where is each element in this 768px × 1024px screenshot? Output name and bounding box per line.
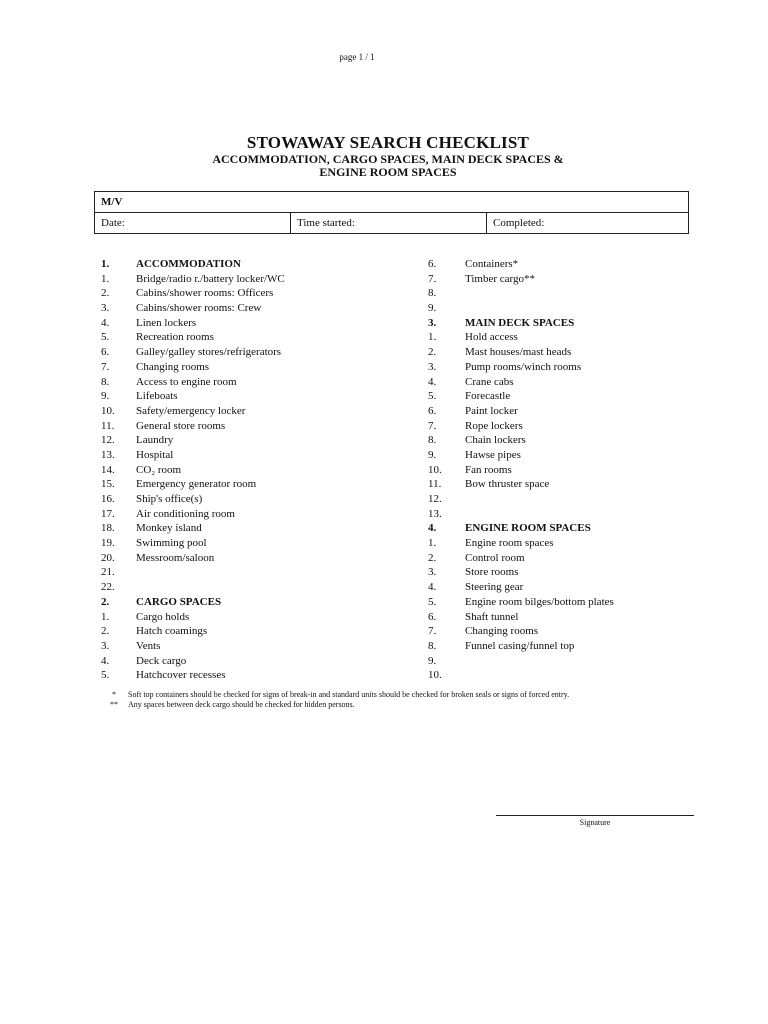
item-text: Timber cargo** (465, 272, 535, 285)
item-text (465, 301, 728, 316)
checklist-item[interactable] (101, 433, 421, 448)
item-text: Cabins/shower rooms: Crew (136, 302, 262, 315)
item-text (465, 286, 728, 301)
item-text: CARGO SPACES (136, 595, 222, 608)
mv-field[interactable]: M/V (95, 192, 689, 213)
item-text: Hawse pipes (465, 448, 521, 461)
item-text: Steering gear (465, 581, 524, 594)
item-number: 3. (101, 302, 110, 315)
item-text: Mast houses/mast heads (465, 346, 572, 359)
item-number: 12. (428, 493, 442, 505)
checklist-item[interactable] (101, 507, 421, 522)
checklist-item[interactable] (101, 272, 421, 287)
checklist-item[interactable] (428, 551, 728, 566)
document-subtitle-line1: ACCOMMODATION, CARGO SPACES, MAIN DECK SPACES & (212, 152, 564, 166)
footnote (100, 690, 569, 700)
item-number: 1. (101, 258, 110, 270)
item-text: Shaft tunnel (465, 610, 519, 623)
item-number: 2. (101, 595, 110, 608)
checklist-item[interactable] (101, 477, 421, 492)
item-number: 7. (428, 272, 437, 285)
checklist-item[interactable] (101, 463, 421, 478)
checklist-item[interactable] (428, 257, 728, 272)
item-number: 2. (428, 346, 437, 359)
checklist-item[interactable] (101, 419, 421, 434)
checklist-item[interactable] (428, 595, 728, 610)
checklist-right-column (428, 257, 728, 683)
item-number: 7. (428, 625, 437, 638)
checklist-item[interactable] (101, 389, 421, 404)
checklist-item[interactable] (101, 404, 421, 419)
checklist-item[interactable] (101, 536, 421, 551)
item-text: ENGINE ROOM SPACES (465, 522, 591, 535)
checklist-item[interactable] (428, 668, 728, 683)
item-text: Laundry (136, 434, 174, 447)
checklist-item[interactable] (101, 375, 421, 390)
checklist-item[interactable] (101, 654, 421, 669)
item-text (465, 654, 728, 669)
checklist-item[interactable] (101, 668, 421, 683)
item-number: 21. (101, 566, 115, 579)
item-number: 3. (428, 566, 437, 579)
item-number: 6. (428, 610, 437, 623)
checklist-item[interactable] (428, 463, 728, 478)
checklist-item[interactable] (428, 624, 728, 639)
checklist-item[interactable] (101, 624, 421, 639)
item-number: 9. (101, 390, 110, 403)
item-number: 5. (428, 595, 437, 608)
item-number: 18. (101, 522, 115, 535)
item-number: 8. (428, 639, 437, 652)
checklist-item[interactable] (428, 433, 728, 448)
footnote (100, 700, 569, 710)
item-text: Galley/galley stores/refrigerators (136, 346, 282, 359)
document-title: STOWAWAY SEARCH CHECKLIST (246, 133, 530, 152)
checklist-item[interactable] (101, 360, 421, 375)
item-text: Lifeboats (136, 390, 178, 403)
item-text: Hatch coamings (136, 625, 208, 638)
checklist-item[interactable] (101, 316, 421, 331)
item-number: 6. (428, 404, 437, 417)
item-text: Pump rooms/winch rooms (465, 360, 582, 373)
checklist-item[interactable] (101, 565, 421, 580)
item-number: 1. (101, 610, 110, 623)
footnote-mark: ** (110, 700, 118, 709)
item-number: 22. (101, 581, 115, 594)
footnote-mark: * (112, 690, 116, 699)
item-number: 19. (101, 537, 115, 550)
item-text: Forecastle (465, 390, 511, 403)
item-text: Ship's office(s) (136, 493, 203, 505)
section-heading (101, 595, 421, 610)
checklist-left-column (101, 257, 421, 683)
item-text: Access to engine room (136, 375, 237, 388)
item-text: ACCOMMODATION (136, 258, 241, 270)
checklist-item[interactable] (428, 345, 728, 360)
item-text: Monkey island (136, 522, 202, 535)
item-number: 11. (428, 478, 442, 491)
signature-label: Signature (579, 818, 611, 827)
checklist-item[interactable] (428, 580, 728, 595)
item-number: 8. (428, 434, 437, 447)
item-number: 6. (428, 258, 437, 270)
checklist-item[interactable] (101, 580, 421, 595)
item-text: MAIN DECK SPACES (465, 316, 575, 329)
checklist-item[interactable] (428, 654, 728, 669)
item-number: 5. (101, 669, 110, 682)
item-text: Changing rooms (465, 625, 539, 638)
item-text: Cabins/shower rooms: Officers (136, 287, 274, 300)
item-number: 9. (428, 654, 437, 667)
item-number: 7. (428, 419, 437, 432)
checklist-item[interactable] (101, 345, 421, 360)
checklist-item[interactable] (428, 272, 728, 287)
item-text: Cargo holds (136, 610, 190, 623)
item-number: 4. (428, 522, 437, 535)
checklist-item[interactable] (101, 448, 421, 463)
item-text (465, 668, 728, 683)
item-number: 4. (428, 375, 437, 388)
item-number: 13. (428, 507, 442, 520)
item-number: 15. (101, 478, 115, 491)
section-heading (428, 521, 728, 536)
item-text: Crane cabs (465, 375, 514, 388)
item-number: 9. (428, 302, 437, 315)
checklist-item[interactable] (101, 610, 421, 625)
footnote-text: Soft top containers should be checked for signs of break-in and standard units should be checked for broken seals or signs of forced entry. (128, 690, 570, 699)
item-text: Changing rooms (136, 360, 210, 373)
item-text: Control room (465, 551, 525, 564)
item-number: 2. (101, 625, 110, 638)
item-text: Messroom/saloon (136, 551, 215, 564)
item-number: 8. (428, 287, 437, 300)
checklist-item[interactable] (428, 301, 728, 316)
checklist-item[interactable] (428, 639, 728, 654)
checklist-item[interactable] (428, 536, 728, 551)
checklist-item[interactable] (428, 360, 728, 375)
checklist-item[interactable] (428, 404, 728, 419)
item-text: Store rooms (465, 566, 519, 579)
item-number: 17. (101, 507, 115, 520)
section-heading (428, 316, 728, 331)
item-text: Bridge/radio r./battery locker/WC (136, 272, 285, 285)
item-number: 8. (101, 375, 110, 388)
item-number: 3. (101, 639, 110, 652)
checklist-item[interactable] (101, 551, 421, 566)
item-number: 5. (101, 331, 110, 344)
item-number: 3. (428, 316, 437, 329)
page-number: page 1 / 1 (339, 52, 375, 62)
checklist-item[interactable] (428, 330, 728, 345)
item-number: 10. (428, 669, 442, 682)
item-text: Deck cargo (136, 654, 187, 667)
item-number: 20. (101, 551, 115, 564)
item-text: Engine room spaces (465, 537, 554, 550)
item-text: Hatchcover recesses (136, 669, 226, 682)
signature-line[interactable] (496, 815, 694, 816)
date-field[interactable]: Date: (95, 213, 291, 234)
checklist-item[interactable] (428, 448, 728, 463)
item-number: 10. (101, 404, 115, 417)
item-text: Chain lockers (465, 434, 526, 447)
item-number: 1. (428, 331, 437, 344)
item-text (136, 580, 421, 595)
item-number: 6. (101, 346, 110, 359)
item-number: 1. (101, 272, 110, 285)
checklist-item[interactable] (101, 286, 421, 301)
checklist-item[interactable] (101, 492, 421, 507)
item-text: Engine room bilges/bottom plates (465, 595, 614, 608)
item-text: Rope lockers (465, 419, 523, 432)
footnote-text: Any spaces between deck cargo should be checked for hidden persons. (128, 700, 355, 709)
item-number: 4. (428, 581, 437, 594)
item-number: 1. (428, 537, 437, 550)
document-subtitle-line2: ENGINE ROOM SPACES (319, 165, 457, 179)
checklist-item[interactable] (428, 375, 728, 390)
checklist-item[interactable] (428, 507, 728, 522)
item-text: General store rooms (136, 419, 226, 432)
item-number: 16. (101, 493, 115, 505)
item-text: Recreation rooms (136, 331, 214, 344)
item-text: Containers* (465, 258, 519, 270)
checklist-item[interactable] (101, 521, 421, 536)
item-number: 5. (428, 390, 437, 403)
time-started-field[interactable]: Time started: (291, 213, 487, 234)
item-text: Air conditioning room (136, 507, 235, 520)
item-text (465, 507, 728, 522)
item-number: 2. (101, 287, 110, 300)
item-text: CO₂ room (136, 463, 182, 476)
checklist-item[interactable] (428, 477, 728, 492)
item-number: 13. (101, 448, 115, 461)
checklist-item[interactable] (428, 419, 728, 434)
item-text (136, 565, 421, 580)
item-number: 2. (428, 551, 437, 564)
item-number: 10. (428, 463, 442, 476)
vessel-info-table (94, 191, 689, 234)
checklist-item[interactable] (101, 330, 421, 345)
item-text: Funnel casing/funnel top (465, 639, 575, 652)
item-text: Linen lockers (136, 316, 197, 329)
item-number: 3. (428, 360, 437, 373)
checklist-item[interactable] (101, 639, 421, 654)
item-text: Hold access (465, 331, 518, 344)
item-number: 4. (101, 316, 110, 329)
item-number: 4. (101, 654, 110, 667)
item-text (465, 492, 728, 507)
checklist-item[interactable] (428, 286, 728, 301)
item-text: Emergency generator room (136, 478, 257, 491)
checklist-item[interactable] (101, 301, 421, 316)
item-text: Vents (136, 639, 161, 652)
footnotes (100, 690, 569, 710)
item-number: 9. (428, 448, 437, 461)
checklist-item[interactable] (428, 565, 728, 580)
item-number: 14. (101, 463, 115, 476)
item-number: 12. (101, 434, 115, 447)
checklist-item[interactable] (428, 389, 728, 404)
completed-field[interactable]: Completed: (487, 213, 689, 234)
item-text: Bow thruster space (465, 478, 550, 491)
checklist-item[interactable] (428, 492, 728, 507)
item-text: Paint locker (465, 404, 518, 417)
item-text: Safety/emergency locker (136, 404, 246, 417)
item-text: Hospital (136, 448, 174, 461)
item-number: 7. (101, 360, 110, 373)
section-heading (101, 257, 421, 272)
item-number: 11. (101, 419, 115, 432)
item-text: Fan rooms (465, 463, 512, 476)
checklist-item[interactable] (428, 610, 728, 625)
item-text: Swimming pool (136, 537, 207, 550)
